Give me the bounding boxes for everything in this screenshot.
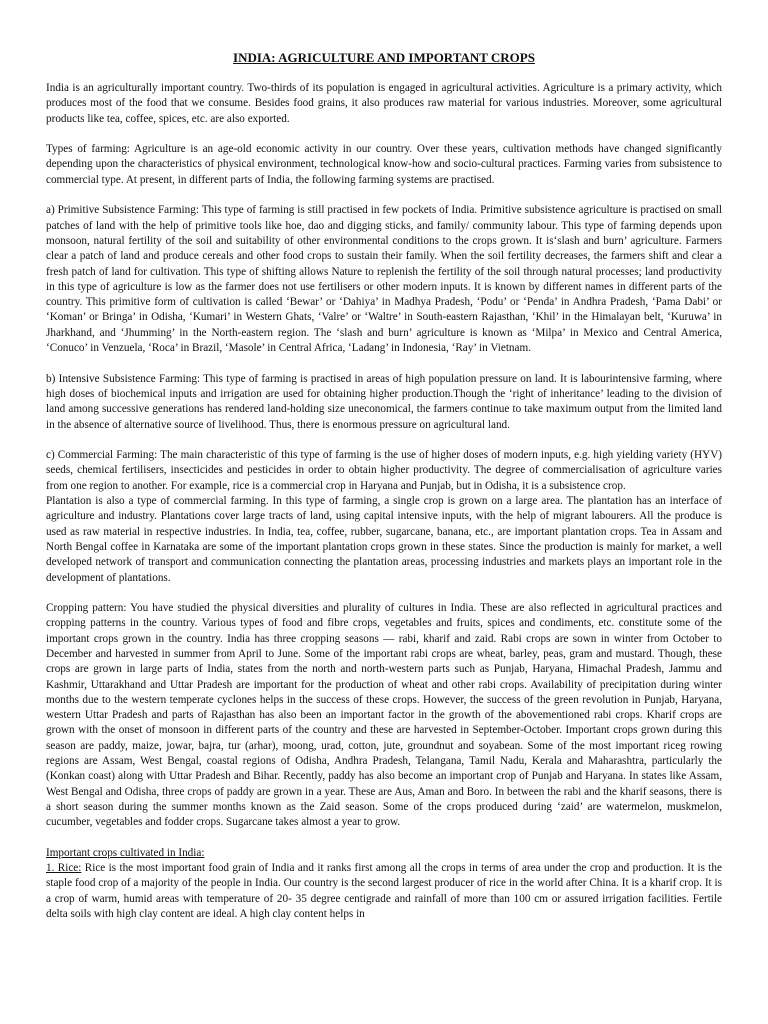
primitive-farming-paragraph: a) Primitive Subsistence Farming: This type of farming is still practised in few pockets of India. Primitive subsistence agriculture is practised on small patches of land with the help of primitive tools like hoe, dao and digging sticks, and family/ community labour. This type of farming depends upon monsoon, natural fertility of the soil and suitability of other environmental conditions to the crops grown. It is‘slash and burn’ agriculture. Farmers clear a patch of land and produce cereals and other food crops to sustain their family. When the soil fertility decreases, the farmers shift and clear a fresh patch of land for cultivation. This type of shifting allows Nature to replenish the fertility of the soil through natural processes; land productivity in this type of agriculture is low as the farmer does not use fertilisers or other modern inputs. It is known by different names in different parts of the country. This primitive form of cultivation is called ‘Bewar’ or ‘Dahiya’ in Madhya Pradesh, ‘Podu’ or ‘Penda’ in Andhra Pradesh, ‘Pama Dabi’ or ‘Koman’ or Bringa’ in Odisha, ‘Kumari’ in Western Ghats, ‘Valre’ or ‘Waltre’ in South-eastern Rajasthan, ‘Khil’ in the Himalayan belt, ‘Kuruwa’ in Jharkhand, and ‘Jhumming’ in the North-eastern region. The ‘slash and burn’ agriculture is known as ‘Milpa’ in Mexico and Central America, ‘Conuco’ in Venzuela, ‘Roca’ in Brazil, ‘Masole’ in Central Africa, ‘Ladang’ in Indonesia, ‘Ray’ in Vietnam.: [46, 204, 722, 355]
rice-text: Rice is the most important food grain of India and it ranks first among all the crops in terms of area under the crop and production. It is the staple food crop of a majority of the people in India. Our country is the second largest producer of rice in the world after China. It is a kharif crop. It is a crop of warm, humid areas with temperature of 20- 35 degree centigrade and rainfall of more than 100 cm or assured irrigation facilities. Fertile delta soils with high clay content are ideal. A high clay content helps in: [46, 862, 722, 921]
cropping-pattern-paragraph: Cropping pattern: You have studied the physical diversities and plurality of cultures in India. These are also reflected in agricultural practices and cropping patterns in the country. Various types of food and fibre crops, vegetables and fruits, spices and condiments, etc. constitute some of the important crops grown in the country. India has three cropping seasons — rabi, kharif and zaid. Rabi crops are sown in winter from October to December and harvested in summer from April to June. Some of the important rabi crops are wheat, barley, peas, gram and mustard. Though, these crops are grown in large parts of India, states from the north and north-western parts such as Punjab, Haryana, Himachal Pradesh, Jammu and Kashmir, Uttarakhand and Uttar Pradesh are important for the production of wheat and other rabi crops. Availability of precipitation during winter months due to the western temperate cyclones helps in the success of these crops. However, the success of the green revolution in Punjab, Haryana, western Uttar Pradesh and parts of Rajasthan has also been an important factor in the growth of the abovementioned rabi crops. Kharif crops are grown with the onset of monsoon in different parts of the country and these are harvested in September-October. Important crops grown during this season are paddy, maize, jowar, bajra, tur (arhar), moong, urad, cotton, jute, groundnut and soyabean. Some of the most important riceg rowing regions are Assam, West Bengal, coastal regions of Odisha, Andhra Pradesh, Telangana, Tamil Nadu, Kerala and Maharashtra, particularly the (Konkan coast) along with Uttar Pradesh and Bihar. Recently, paddy has also become an important crop of Punjab and Haryana. In states like Assam, West Bengal and Odisha, three crops of paddy are grown in a year. These are Aus, Aman and Boro. In between the rabi and the kharif seasons, there is a short season during the summer months known as the Zaid season. Some of the crops produced during ‘zaid’ are watermelon, muskmelon, cucumber, vegetables and fodder crops. Sugarcane takes almost a year to grow.: [46, 602, 722, 829]
document-title: INDIA: AGRICULTURE AND IMPORTANT CROPS: [233, 50, 535, 65]
intro-paragraph: India is an agriculturally important country. Two-thirds of its population is engaged in agricultural activities. Agriculture is a primary activity, which produces most of the food that we consume. Besides food grains, it also produces raw material for various industries. Moreover, some agricultural products like tea, coffee, spices, etc. are also exported.: [46, 82, 722, 125]
important-crops-heading-text: Important crops cultivated in India:: [46, 846, 205, 859]
plantation-paragraph: Plantation is also a type of commercial farming. In this type of farming, a single crop is grown on a large area. The plantation has an interface of agriculture and industry. Plantations cover large tracts of land, using capital intensive inputs, with the help of migrant labourers. All the produce is used as raw material in respective industries. In India, tea, coffee, rubber, sugarcane, banana, etc., are important plantation crops. Tea in Assam and North Bengal coffee in Karnataka are some of the important plantation crops grown in these states. Since the production is mainly for market, a well developed network of transport and communication connecting the plantation areas, processing industries and markets plays an important role in the development of plantations.: [46, 495, 722, 584]
important-crops-heading: [46, 846, 722, 861]
rice-label: 1. Rice:: [46, 862, 82, 875]
commercial-farming-paragraph: c) Commercial Farming: The main characteristic of this type of farming is the use of higher doses of modern inputs, e.g. high yielding variety (HYV) seeds, chemical fertilisers, insecticides and pesticides in order to obtain higher productivity. The degree of commercialisation of agriculture varies from one region to another. For example, rice is a commercial crop in Haryana and Punjab, but in Odisha, it is a subsistence crop.: [46, 449, 722, 492]
intensive-farming-paragraph: b) Intensive Subsistence Farming: This type of farming is practised in areas of high population pressure on land. It is labourintensive farming, where high doses of biochemical inputs and irrigation are used for obtaining higher production.Though the ‘right of inheritance’ leading to the division of land among successive generations has rendered land-holding size uneconomical, the farmers continue to take maximum output from the limited land in the absence of alternative source of livelihood. Thus, there is enormous pressure on agricultural land.: [46, 372, 722, 431]
rice-paragraph: [46, 861, 722, 922]
document-page: [46, 50, 722, 922]
types-of-farming-paragraph: Types of farming: Agriculture is an age-old economic activity in our country. Over these years, cultivation methods have changed significantly depending upon the characteristics of physical environment, technological know-how and socio-cultural practices. Farming varies from subsistence to commercial type. At present, in different parts of India, the following farming systems are practised.: [46, 143, 722, 186]
